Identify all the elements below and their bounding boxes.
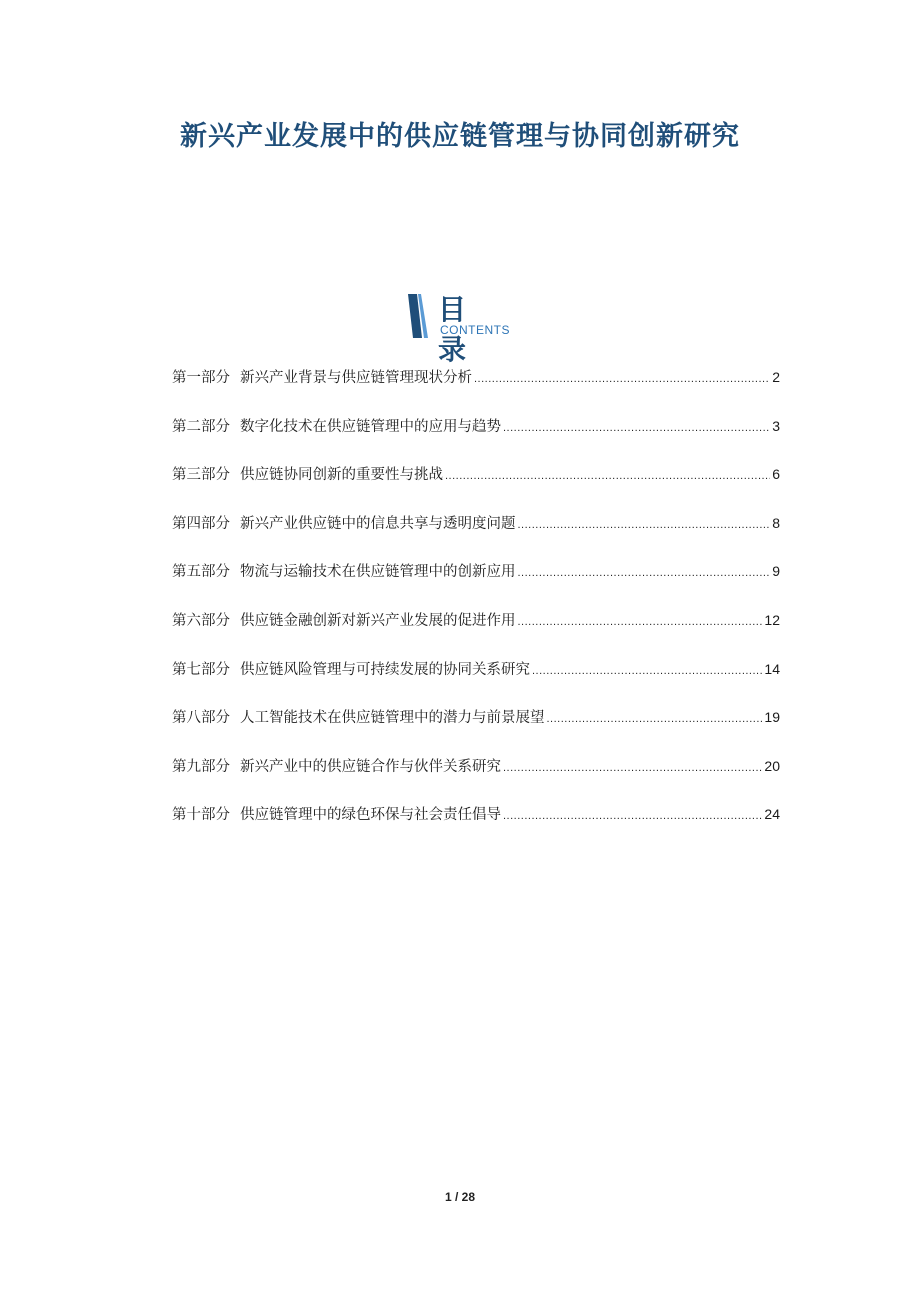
toc-entry[interactable]	[172, 755, 780, 779]
toc-entry-page: 9	[772, 563, 780, 580]
toc-entry-part: 第五部分	[172, 564, 230, 581]
toc-title-en: CONTENTS	[440, 323, 510, 337]
toc-entry-title: 新兴产业背景与供应链管理现状分析	[240, 370, 472, 386]
toc-entry-page: 3	[772, 417, 780, 434]
toc-entry-part: 第一部分	[172, 370, 230, 386]
toc-entry-page: 19	[764, 709, 780, 726]
toc-entry-page: 20	[764, 757, 780, 774]
toc-entry-title: 供应链金融创新对新兴产业发展的促进作用	[240, 612, 516, 629]
toc-entry-page: 8	[772, 514, 780, 531]
toc-entry-page: 12	[764, 611, 780, 628]
toc-banner-icon	[408, 294, 430, 338]
toc-entry-title: 物流与运输技术在供应链管理中的创新应用	[240, 564, 516, 581]
toc-entry-part: 第十部分	[172, 807, 230, 824]
toc-entry-part: 第六部分	[172, 612, 230, 629]
toc-entry-page: 2	[772, 369, 780, 385]
toc-entry-part: 第七部分	[172, 661, 230, 678]
toc-leader-dots	[518, 567, 771, 579]
toc-leader-dots	[503, 810, 762, 822]
toc-entry-part: 第二部分	[172, 418, 230, 435]
toc-leader-dots	[532, 665, 762, 677]
toc-entry-page: 6	[772, 466, 780, 483]
toc-entry-page: 14	[764, 660, 780, 677]
toc-entry-part: 第九部分	[172, 758, 230, 775]
toc-leader-dots	[503, 422, 770, 434]
table-of-contents	[172, 366, 780, 852]
document-title: 新兴产业发展中的供应链管理与协同创新研究	[180, 121, 740, 152]
toc-leader-dots	[474, 373, 770, 385]
toc-entry-title: 供应链协同创新的重要性与挑战	[240, 467, 443, 484]
toc-entry[interactable]	[172, 609, 780, 633]
toc-header	[408, 292, 528, 366]
toc-leader-dots	[445, 470, 770, 482]
toc-entry[interactable]	[172, 658, 780, 682]
toc-entry[interactable]	[172, 560, 780, 584]
toc-entry-title: 新兴产业中的供应链合作与伙伴关系研究	[240, 758, 501, 775]
toc-entry-part: 第八部分	[172, 710, 230, 727]
toc-leader-dots	[518, 519, 771, 531]
toc-entry-part: 第四部分	[172, 515, 230, 532]
page-indicator: 1 / 28	[444, 1190, 476, 1204]
toc-leader-dots	[503, 762, 762, 774]
toc-entry-title: 供应链管理中的绿色环保与社会责任倡导	[240, 807, 501, 824]
toc-entry-title: 新兴产业供应链中的信息共享与透明度问题	[240, 515, 516, 532]
toc-entry-part: 第三部分	[172, 467, 230, 484]
toc-entry[interactable]	[172, 706, 780, 730]
toc-entry[interactable]	[172, 415, 780, 439]
toc-entry-page: 24	[764, 806, 780, 823]
toc-leader-dots	[547, 713, 763, 725]
toc-entry[interactable]	[172, 463, 780, 487]
toc-entry-title: 人工智能技术在供应链管理中的潜力与前景展望	[240, 710, 545, 727]
toc-entry[interactable]	[172, 803, 780, 827]
toc-entry-title: 数字化技术在供应链管理中的应用与趋势	[240, 418, 501, 435]
toc-leader-dots	[518, 616, 763, 628]
toc-entry[interactable]	[172, 512, 780, 536]
toc-entry[interactable]	[172, 366, 780, 390]
toc-title-cn: 目 录	[438, 293, 477, 366]
toc-entry-title: 供应链风险管理与可持续发展的协同关系研究	[240, 661, 530, 678]
